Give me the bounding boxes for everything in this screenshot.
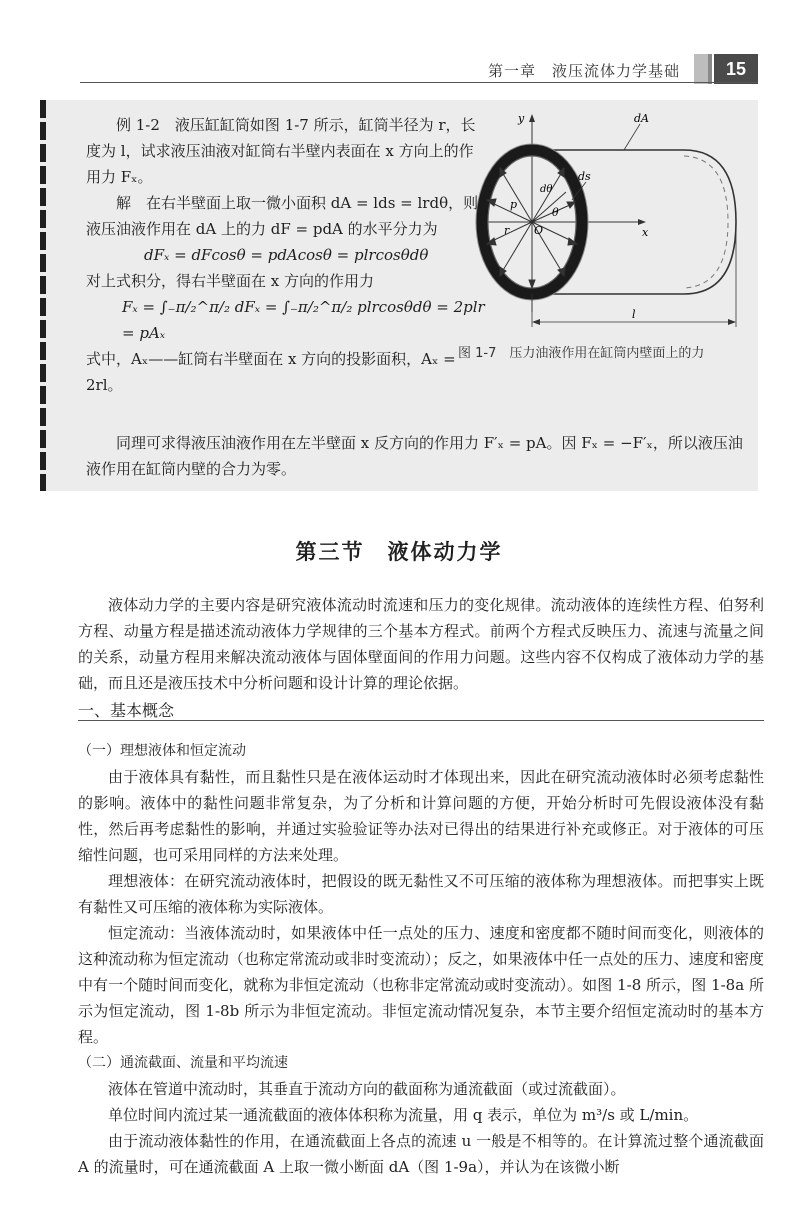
heading-basic-concepts: 一、基本概念 [78, 701, 175, 720]
label-O: O [534, 224, 544, 237]
paragraph-flow-section: 液体在管道中流动时，其垂直于流动方向的截面称为通流截面（或过流截面）。 [108, 1080, 626, 1098]
label-l: l [632, 308, 636, 321]
label-dtheta: dθ [540, 184, 553, 195]
paragraph-flow-rate: 单位时间内流过某一通流截面的液体体积称为流量，用 q 表示，单位为 m³/s 或 L/min。 [108, 1106, 699, 1124]
example-where: 式中，Aₓ——缸筒右半壁面在 x 方向的投影面积，Aₓ = 2rl。 [86, 350, 456, 394]
example-conclusion-wrap [86, 430, 746, 482]
example-integrate: 对上式积分，得右半壁面在 x 方向的作用力 [86, 272, 374, 290]
label-r: r [504, 224, 510, 237]
paragraph-ideal-fluid: 理想液体：在研究流动液体时，把假设的既无黏性又不可压缩的液体称为理想液体。而把事实上既有黏性又可压缩的液体称为实际液体。 [78, 872, 764, 916]
main-body [78, 738, 764, 1180]
label-p: p [510, 198, 518, 211]
paragraph-velocity: 由于流动液体黏性的作用，在通流截面上各点的流速 u 一般是不相等的。在计算流过整个通流截面 A 的流量时，可在通流截面 A 上取一微小断面 dA（图 1-9a），并认为在该微小断 [78, 1132, 764, 1176]
label-dA: dA [634, 112, 649, 125]
subheading-flow-section: （二）通流截面、流量和平均流速 [78, 1055, 288, 1071]
label-theta: θ [552, 206, 559, 219]
label-ds: ds [578, 170, 591, 183]
chapter-title: 第一章 液压流体力学基础 [487, 62, 680, 80]
subheading-ideal-fluid: （一）理想液体和恒定流动 [78, 743, 246, 759]
paragraph-steady-flow: 恒定流动：当液体流动时，如果液体中任一点处的压力、速度和密度都不随时间而变化，则液体的这种流动称为恒定流动（也称定常流动或非时变流动）；反之，如果液体中任一点处的压力、速度和密度中有一个随时间而变化，就称为非恒定流动（也称非定常流动或时变流动）。如图 1-8 所示，图 1-8a 所示为恒定流动，图 1-8b 所示为非恒定流动。非恒定流动情况复杂，本节主要介绍恒定流动时的基本方程。 [78, 924, 764, 1046]
example-side-bar [40, 100, 46, 491]
figure-caption: 图 1-7 压力油液作用在缸筒内壁面上的力 [458, 346, 705, 361]
intro-paragraph: 液体动力学的主要内容是研究液体流动时流速和压力的变化规律。流动液体的连续性方程、伯努利方程、动量方程是描述流动液体力学规律的三个基本方程式。前两个方程式反映压力、流速与流量之间的关系，动量方程用来解决流动液体与固体壁面间的作用力问题。这些内容不仅构成了液体动力学的基础，而且还是液压技术中分析问题和设计计算的理论依据。 [78, 596, 764, 692]
equation-fx: Fₓ = ∫₋π/₂^π/₂ dFₓ = ∫₋π/₂^π/₂ plrcosθdθ = 2plr = pAₓ [122, 298, 485, 342]
paragraph-viscosity: 由于液体具有黏性，而且黏性只是在液体运动时才体现出来，因此在研究流动液体时必须考虑黏性的影响。液体中的黏性问题非常复杂，为了分析和计算问题的方便，开始分析时可先假设液体没有黏性，然后再考虑黏性的影响，并通过实验验证等办法对已得出的结果进行补充或修正。对于液体的可压缩性问题，也可采用同样的方法来处理。 [78, 768, 764, 864]
intro-section [78, 592, 764, 724]
example-statement: 例 1-2 液压缸缸筒如图 1-7 所示，缸筒半径为 r，长度为 l，试求液压油液对缸筒右半壁内表面在 x 方向上的作用力 Fₓ。 [86, 116, 476, 186]
example-conclusion: 同理可求得液压油液作用在左半壁面 x 反方向的作用力 F′ₓ = pA。因 Fₓ = −F′ₓ，所以液压油液作用在缸筒内壁的合力为零。 [86, 434, 743, 478]
header-rule [80, 82, 758, 83]
section-title: 第三节 液体动力学 [295, 539, 503, 564]
page-header [40, 54, 758, 84]
example-text [86, 112, 486, 398]
example-solution: 解 在右半壁面上取一微小面积 dA = lds = lrdθ，则液压油液作用在 dA 上的力 dF = pdA 的水平分力为 [86, 194, 479, 238]
page-number: 15 [714, 54, 758, 84]
equation-dfx: dFₓ = dFcosθ = pdAcosθ = plrcosθdθ [144, 246, 429, 264]
heading-rule [78, 720, 764, 721]
header-decor-strip-dark [708, 54, 712, 84]
label-y: y [518, 112, 525, 125]
cylinder-figure [474, 112, 750, 340]
label-x: x [642, 226, 649, 239]
header-decor-strip [694, 54, 708, 84]
